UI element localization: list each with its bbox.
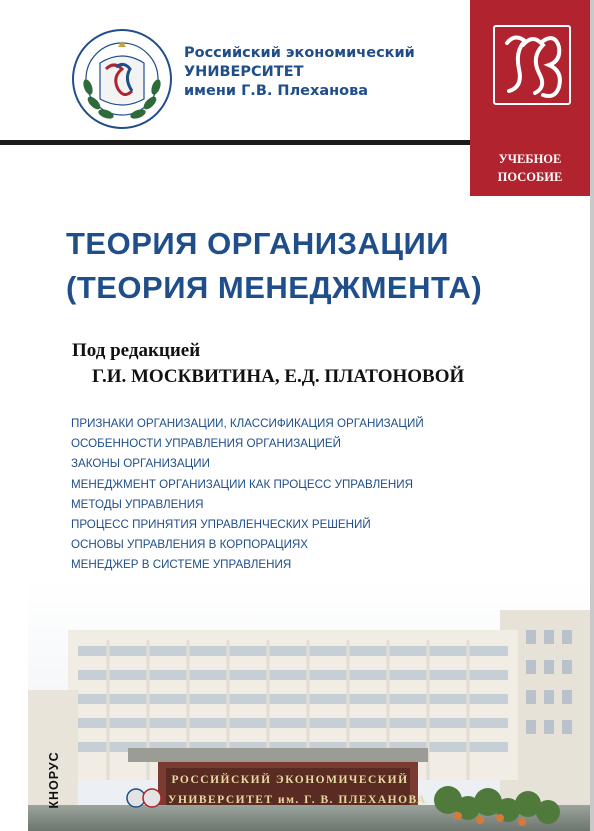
topic-item: МЕТОДЫ УПРАВЛЕНИЯ — [71, 497, 204, 511]
building-sign-line: РОССИЙСКИЙ ЭКОНОМИЧЕСКИЙ — [171, 774, 409, 786]
cover-edge — [590, 0, 594, 831]
publisher-brand-block — [470, 0, 590, 196]
edition-type-line: ПОСОБИЕ — [497, 170, 563, 184]
university-name-line: Российский экономический — [184, 45, 415, 61]
book-title — [66, 222, 482, 310]
book-title-line: (ТЕОРИЯ МЕНЕДЖМЕНТА) — [66, 270, 483, 305]
topic-item: ПРИЗНАКИ ОРГАНИЗАЦИИ, КЛАССИФИКАЦИЯ ОРГАНИЗАЦИЙ — [71, 417, 424, 430]
edition-type-label — [470, 150, 590, 186]
building-sign-line: УНИВЕРСИТЕТ им. Г. В. ПЛЕХАНОВА — [168, 794, 427, 806]
editors — [72, 338, 464, 390]
book-title-line: ТЕОРИЯ ОРГАНИЗАЦИИ — [66, 226, 450, 261]
topic-item: МЕНЕДЖЕР В СИСТЕМЕ УПРАВЛЕНИЯ — [71, 558, 292, 572]
university-seal-icon — [70, 27, 174, 131]
editors-names: Г.И. МОСКВИТИНА, Е.Д. ПЛАТОНОВОЙ — [92, 366, 465, 387]
edition-type-line: УЧЕБНОЕ — [498, 152, 562, 166]
topic-item: ЗАКОНЫ ОРГАНИЗАЦИИ — [71, 457, 210, 471]
university-name-line: УНИВЕРСИТЕТ — [184, 64, 304, 80]
building-sign — [168, 770, 427, 810]
university-name-line: имени Г.В. Плеханова — [184, 83, 369, 99]
editors-label: Под редакцией — [72, 340, 201, 361]
topic-item: ОСНОВЫ УПРАВЛЕНИЯ В КОРПОРАЦИЯХ — [71, 538, 309, 552]
topic-item: ОСОБЕННОСТИ УПРАВЛЕНИЯ ОРГАНИЗАЦИЕЙ — [71, 437, 341, 451]
reu-logo-icon — [493, 25, 571, 105]
topic-item: МЕНЕДЖМЕНТ ОРГАНИЗАЦИИ КАК ПРОЦЕСС УПРАВЛЕНИЯ — [71, 477, 413, 491]
publisher-logo — [44, 745, 64, 815]
header-rule — [0, 140, 470, 145]
publisher-name: КНОРУС — [47, 751, 61, 809]
university-name — [184, 44, 415, 101]
topic-item: ПРОЦЕСС ПРИНЯТИЯ УПРАВЛЕНЧЕСКИХ РЕШЕНИЙ — [71, 518, 371, 532]
